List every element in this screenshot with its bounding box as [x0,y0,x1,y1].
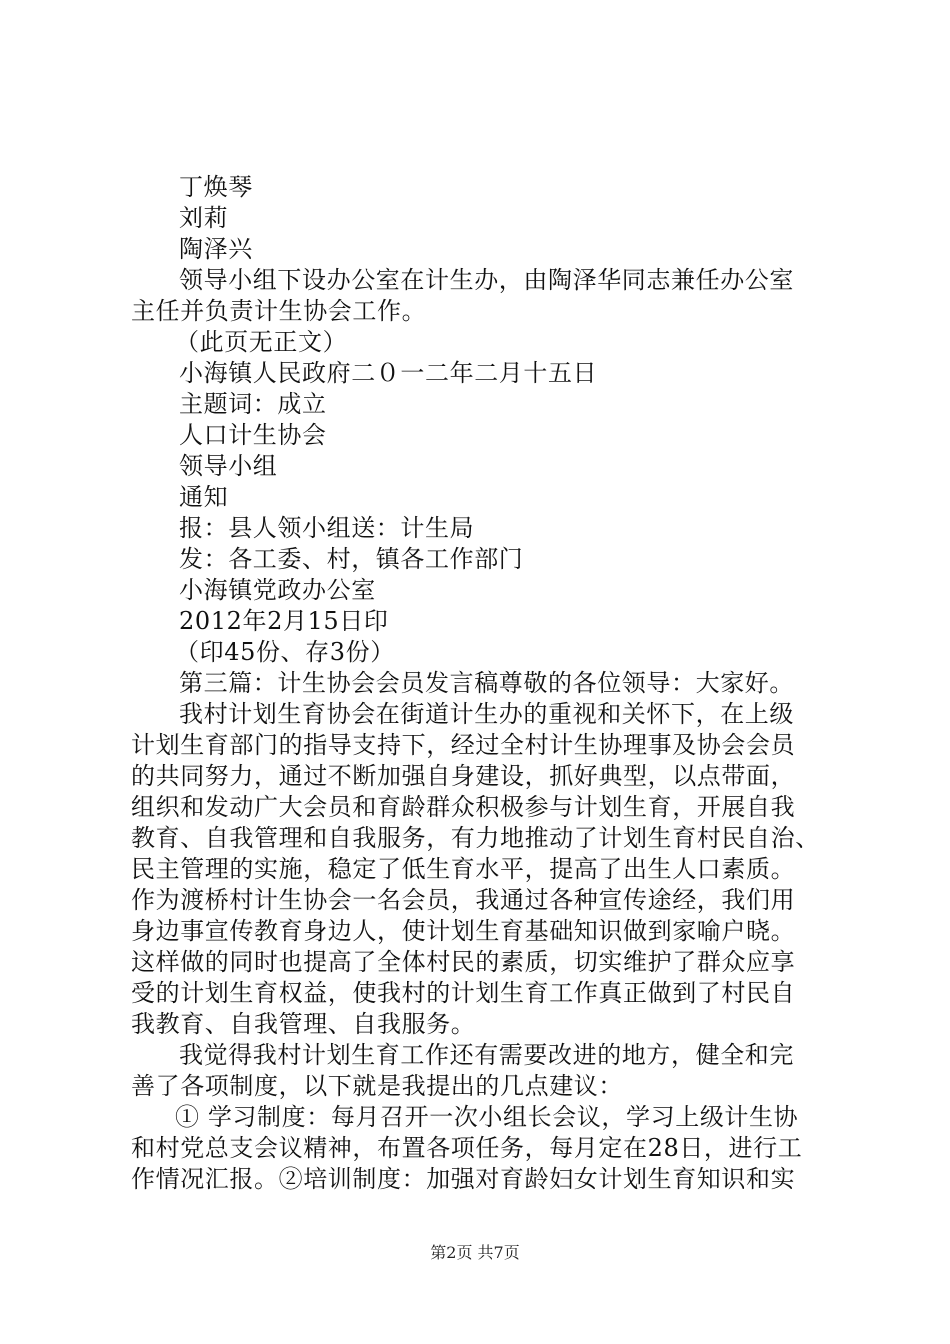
subject-words-line: 人口计生协会 [179,421,327,449]
print-date-line: 2012年2月15日印 [179,607,389,635]
paragraph-line: 我觉得我村计划生育工作还有需要改进的地方，健全和完 [179,1041,794,1069]
section-heading: 第三篇：计生协会会员发言稿尊敬的各位领导：大家好。 [179,669,794,697]
paragraph-line: 善了各项制度，以下就是我提出的几点建议： [131,1072,623,1100]
paragraph-line: 主任并负责计生协会工作。 [131,297,427,325]
paragraph-line: 这样做的同时也提高了全体村民的素质，切实维护了群众应享 [131,948,796,976]
paragraph-line: 和村党总支会议精神，布置各项任务，每月定在28日，进行工 [131,1134,803,1162]
report-to-line: 报：县人领小组送：计生局 [179,514,475,542]
no-body-note: （此页无正文） [175,328,348,356]
subject-words-line: 主题词：成立 [179,390,327,418]
name-line: 陶泽兴 [179,235,253,263]
paragraph-line: 组织和发动广大会员和育龄群众积极参与计划生育，开展自我 [131,793,796,821]
subject-words-line: 通知 [179,483,229,511]
document-body [131,172,831,1195]
paragraph-line: ① 学习制度：每月召开一次小组长会议，学习上级计生协 [175,1103,799,1131]
paragraph-line: 作为渡桥村计生协会一名会员，我通过各种宣传途经，我们用 [131,886,796,914]
paragraph-line: 的共同努力，通过不断加强自身建设，抓好典型，以点带面， [131,762,796,790]
distribute-to-line: 发：各工委、村，镇各工作部门 [179,545,524,573]
paragraph-line: 计划生育部门的指导支持下，经过全村计生协理事及协会会员 [131,731,796,759]
paragraph-line: 领导小组下设办公室在计生办，由陶泽华同志兼任办公室 [179,266,794,294]
name-line: 丁焕琴 [179,173,253,201]
paragraph-line: 身边事宣传教育身边人，使计划生育基础知识做到家喻户晓。 [131,917,796,945]
paragraph-line: 受的计划生育权益，使我村的计划生育工作真正做到了村民自 [131,979,796,1007]
subject-words-line: 领导小组 [179,452,278,480]
office-line: 小海镇党政办公室 [179,576,376,604]
issuer-date-line: 小海镇人民政府二０一二年二月十五日 [179,359,598,387]
print-count-line: （印45份、存3份） [175,638,395,666]
name-line: 刘莉 [179,204,229,232]
page-number-footer: 第2页 共7页 [430,1243,520,1262]
paragraph-line: 教育、自我管理和自我服务，有力地推动了计划生育村民自治、 [131,824,820,852]
paragraph-line: 民主管理的实施，稳定了低生育水平，提高了出生人口素质。 [131,855,796,883]
paragraph-line: 作情况汇报。②培训制度：加强对育龄妇女计划生育知识和实 [131,1165,796,1193]
paragraph-line: 我村计划生育协会在街道计生办的重视和关怀下，在上级 [179,700,794,728]
paragraph-line: 我教育、自我管理、自我服务。 [131,1010,476,1038]
